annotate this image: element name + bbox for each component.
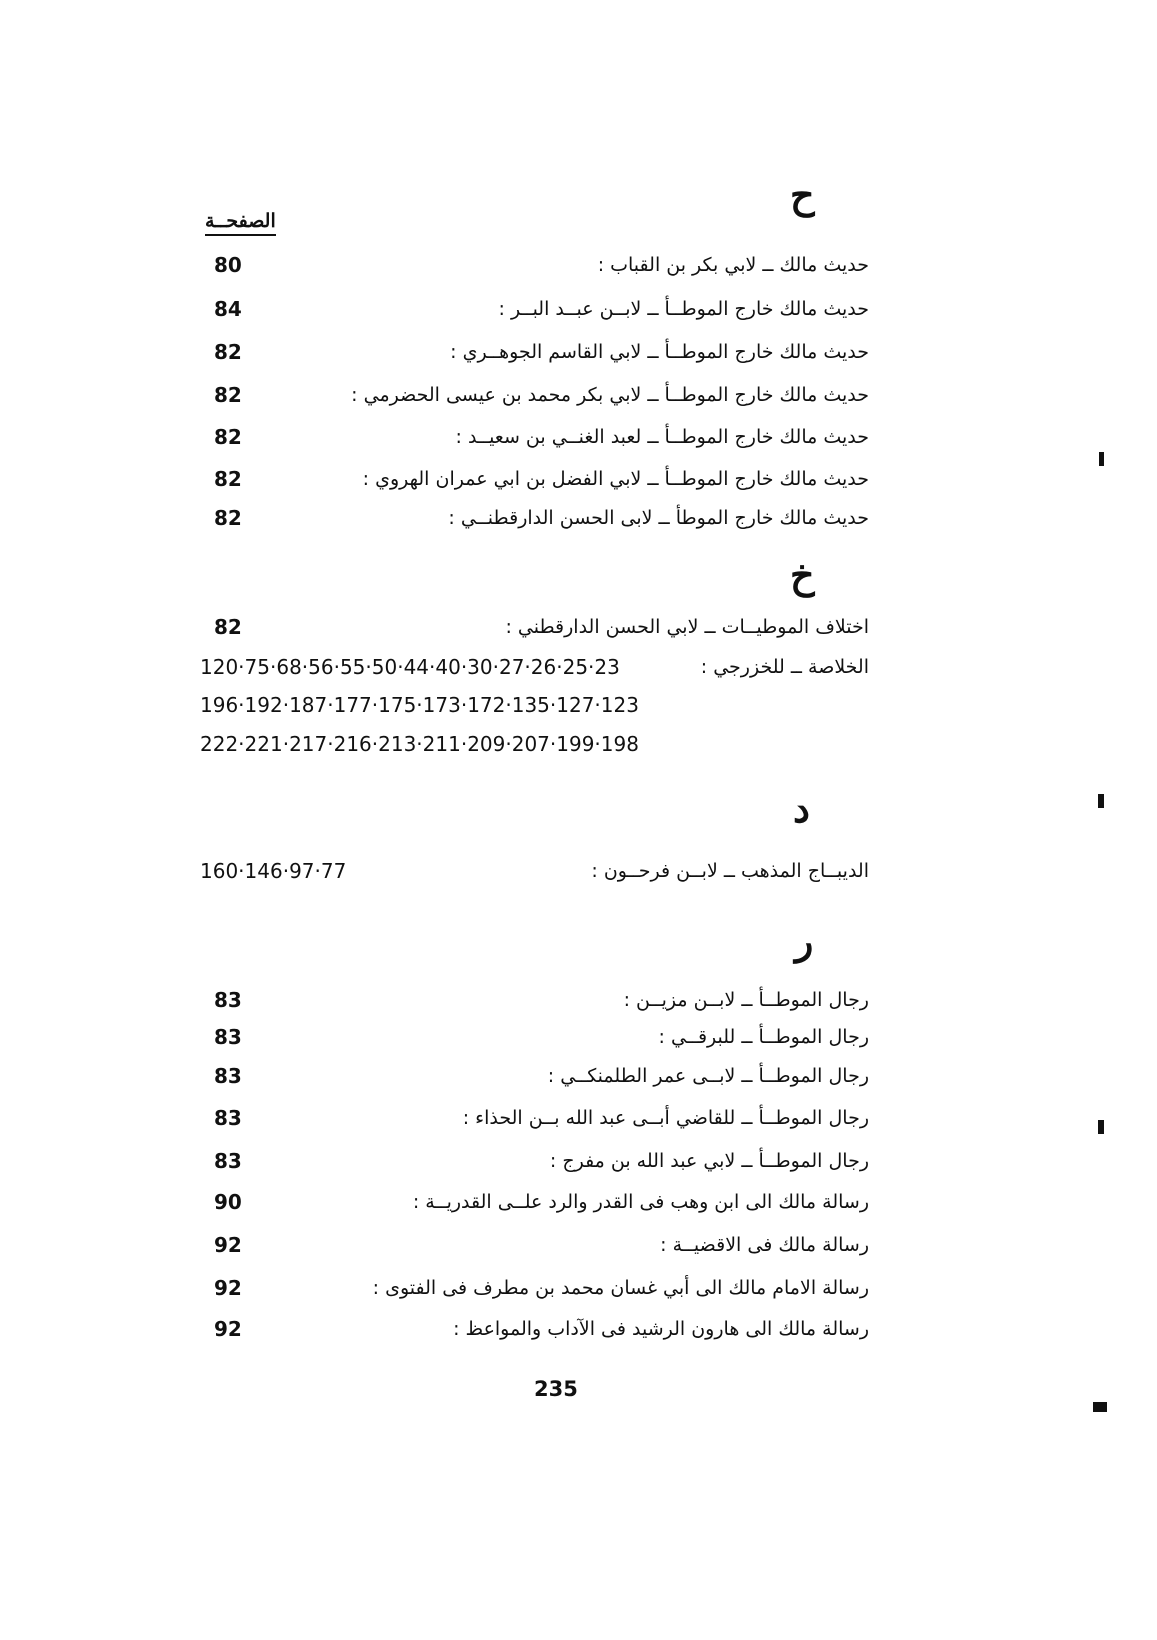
index-entry <box>0 380 1157 410</box>
entry-page: 90 <box>214 1190 242 1214</box>
entry-page: 82 <box>214 425 242 449</box>
page-column-label: الصفحــة <box>205 210 276 236</box>
index-entry <box>0 1230 1157 1260</box>
entry-page: 83 <box>214 1025 242 1049</box>
index-entry <box>0 652 1157 682</box>
index-entry <box>0 856 1157 886</box>
entry-page: 83 <box>214 1064 242 1088</box>
index-entry <box>0 250 1157 280</box>
entry-page: 92 <box>214 1276 242 1300</box>
index-entry <box>0 1022 1157 1052</box>
page-number: 235 <box>534 1377 578 1401</box>
entry-page: 82 <box>214 383 242 407</box>
section-letter-haa: ح <box>790 172 815 217</box>
entry-page: 80 <box>214 253 242 277</box>
entry-page-list: 160·146·97·77 <box>200 859 347 883</box>
entry-title: حديث مالك خارج الموطــأ ــ لابــن عبــد البــر : <box>498 298 869 320</box>
index-entry <box>0 1314 1157 1344</box>
entry-page: 82 <box>214 615 242 639</box>
index-entry <box>0 1187 1157 1217</box>
entry-title: حديث مالك ــ لابي بكر بن القباب : <box>597 254 869 276</box>
scan-margin-mark <box>1093 1402 1107 1412</box>
entry-page: 83 <box>214 1149 242 1173</box>
entry-title: حديث مالك خارج الموطــأ ــ لابي الفضل بن ابي عمران الهروي : <box>362 468 869 490</box>
entry-title: رسالة مالك الى هارون الرشيد فى الآداب والمواعظ : <box>453 1318 869 1340</box>
index-entry <box>0 503 1157 533</box>
index-entry <box>0 1103 1157 1133</box>
page-column-header <box>205 210 276 236</box>
entry-page-list-continuation: 222·221·217·216·213·211·209·207·199·198 <box>200 732 639 756</box>
index-entry <box>0 422 1157 452</box>
index-entry <box>0 985 1157 1015</box>
entry-title: حديث مالك خارج الموطأ ــ لابى الحسن الدارقطنــي : <box>448 507 869 529</box>
section-letter-daal: د <box>793 786 810 831</box>
entry-page-list: 120·75·68·56·55·50·44·40·30·27·26·25·23 <box>200 655 620 679</box>
entry-title: رسالة مالك الى ابن وهب فى القدر والرد علــى القدريــة : <box>412 1191 869 1213</box>
entry-title: رسالة مالك فى الاقضيــة : <box>660 1234 869 1256</box>
entry-page: 92 <box>214 1233 242 1257</box>
index-entry <box>0 612 1157 642</box>
entry-title: رسالة الامام مالك الى أبي غسان محمد بن مطرف فى الفتوى : <box>372 1277 869 1299</box>
index-entry <box>0 1273 1157 1303</box>
entry-title: رجال الموطــأ ــ للبرقــي : <box>658 1026 869 1048</box>
entry-title: رجال الموطــأ ــ لابــى عمر الطلمنكــي : <box>547 1065 869 1087</box>
entry-title: اختلاف الموطيــات ــ لابي الحسن الدارقطني : <box>505 616 869 638</box>
entry-page: 84 <box>214 297 242 321</box>
entry-title: حديث مالك خارج الموطــأ ــ لعبد الغنــي بن سعيــد : <box>455 426 869 448</box>
scan-margin-mark <box>1098 1120 1104 1134</box>
section-letter-raa: ر <box>795 918 814 963</box>
entry-title: الخلاصة ــ للخزرجي : <box>700 656 869 678</box>
index-entry <box>0 294 1157 324</box>
entry-title: رجال الموطــأ ــ لابي عبد الله بن مفرج : <box>549 1150 869 1172</box>
entry-title: حديث مالك خارج الموطــأ ــ لابي بكر محمد بن عيسى الحضرمي : <box>351 384 869 406</box>
entry-page-list-continuation: 196·192·187·177·175·173·172·135·127·123 <box>200 693 639 717</box>
entry-title: رجال الموطــأ ــ للقاضي أبــى عبد الله بــن الحذاء : <box>462 1107 869 1129</box>
section-letter-khaa: خ <box>790 552 815 597</box>
scan-margin-mark <box>1099 452 1104 466</box>
entry-page: 82 <box>214 467 242 491</box>
entry-title: رجال الموطــأ ــ لابــن مزيــن : <box>623 989 869 1011</box>
index-entry <box>0 1061 1157 1091</box>
entry-title: الديبــاج المذهب ــ لابــن فرحــون : <box>591 860 869 882</box>
entry-page: 83 <box>214 988 242 1012</box>
scan-margin-mark <box>1098 794 1104 808</box>
index-entry <box>0 464 1157 494</box>
entry-title: حديث مالك خارج الموطــأ ــ لابي القاسم الجوهــري : <box>450 341 869 363</box>
entry-page: 82 <box>214 340 242 364</box>
index-entry <box>0 1146 1157 1176</box>
index-entry <box>0 337 1157 367</box>
entry-page: 92 <box>214 1317 242 1341</box>
entry-page: 82 <box>214 506 242 530</box>
entry-page: 83 <box>214 1106 242 1130</box>
